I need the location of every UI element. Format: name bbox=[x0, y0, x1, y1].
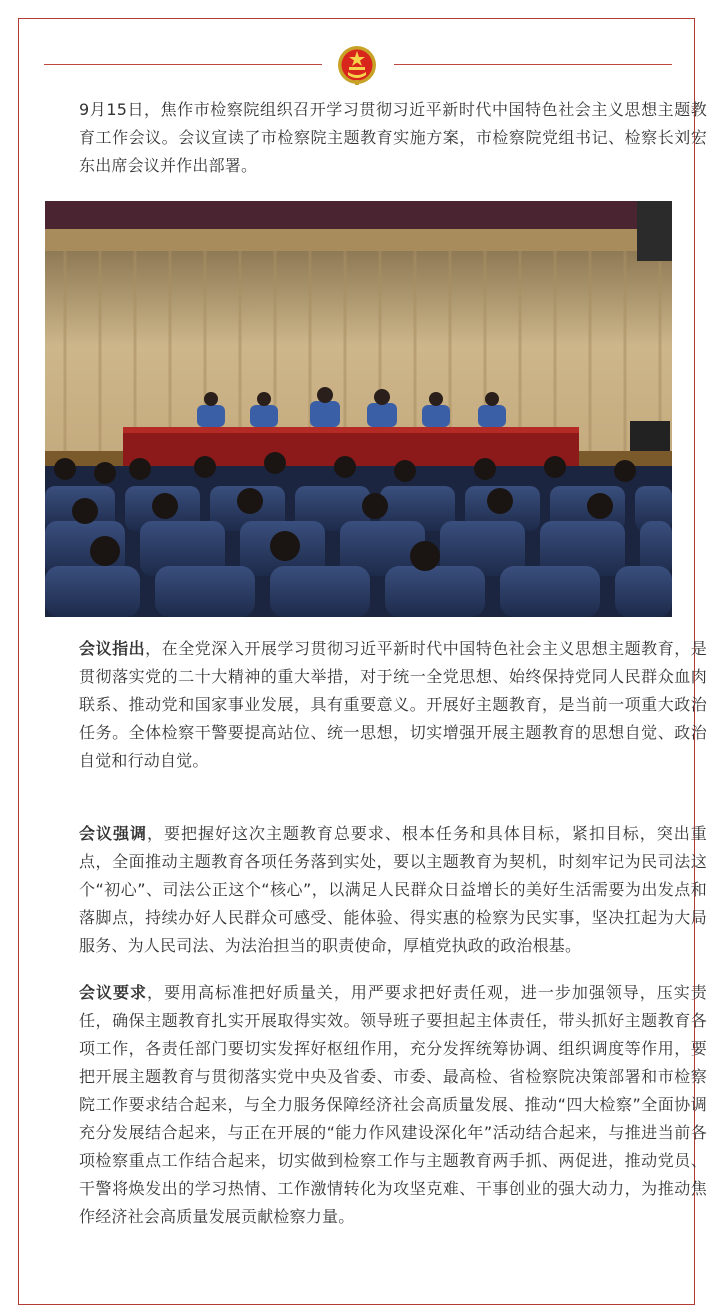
section-lead-2: 会议强调 bbox=[79, 824, 147, 843]
section-text-3: ，要用高标准把好质量关，用严要求把好责任观，进一步加强领导，压实责任，确保主题教育扎实开展取得实效。领导班子要担起主体责任，带头抓好主题教育各项工作，各责任部门要切实发挥好枢纽作用，充分发挥统筹协调、组织调度等作用，要把开展主题教育与贯彻落实党中央及省委、市委、最高检、省检察院决策部署和市检察院工作要求结合起来，与全力服务保障经济社会高质量发展、推动“四大检察”全面协调充分发展结合起来，与正在开展的“能力作风建设深化年”活动结合起来，与推进当前各项检察重点工作结合起来，切实做到检察工作与主题教育两手抓、两促进，推动党员、干警将焕发出的学习热情、工作激情转化为攻坚克难、干事创业的强大动力，为推动焦作经济社会高质量发展贡献检察力量。 bbox=[79, 983, 707, 1226]
header-divider bbox=[44, 44, 672, 88]
left-divider-line bbox=[44, 64, 322, 65]
section-lead-3: 会议要求 bbox=[79, 983, 147, 1002]
section-lead-1: 会议指出 bbox=[79, 639, 146, 658]
section-paragraph-1 bbox=[45, 635, 707, 775]
meeting-photo bbox=[45, 201, 672, 617]
section-text-2: ，要把握好这次主题教育总要求、根本任务和具体目标，紧扣目标，突出重点，全面推动主题教育各项任务落到实处，要以主题教育为契机，时刻牢记为民司法这个“初心”、司法公正这个“核心”，以满足人民群众日益增长的美好生活需要为出发点和落脚点，持续办好人民群众可感受、能体验、得实惠的检察为民实事，坚决扛起为大局服务、为人民司法、为法治担当的职责使命，厚植党执政的政治根基。 bbox=[79, 824, 707, 955]
intro-paragraph: 9月15日，焦作市检察院组织召开学习贯彻习近平新时代中国特色社会主义思想主题教育工作会议。会议宣读了市检察院主题教育实施方案，市检察院党组书记、检察长刘宏东出席会议并作出部署。 bbox=[79, 100, 707, 175]
section-paragraph-2 bbox=[45, 820, 707, 960]
section-text-1: ，在全党深入开展学习贯彻习近平新时代中国特色社会主义思想主题教育，是贯彻落实党的二十大精神的重大举措，对于统一全党思想、始终保持党同人民群众血肉联系、推动党和国家事业发展，具有重要意义。开展好主题教育，是当前一项重大政治任务。全体检察干警要提高站位、统一思想，切实增强开展主题教育的思想自觉、政治自觉和行动自觉。 bbox=[79, 639, 707, 770]
procuratorate-emblem-icon bbox=[336, 44, 378, 86]
section-paragraph-3 bbox=[45, 979, 707, 1231]
right-divider-line bbox=[394, 64, 672, 65]
